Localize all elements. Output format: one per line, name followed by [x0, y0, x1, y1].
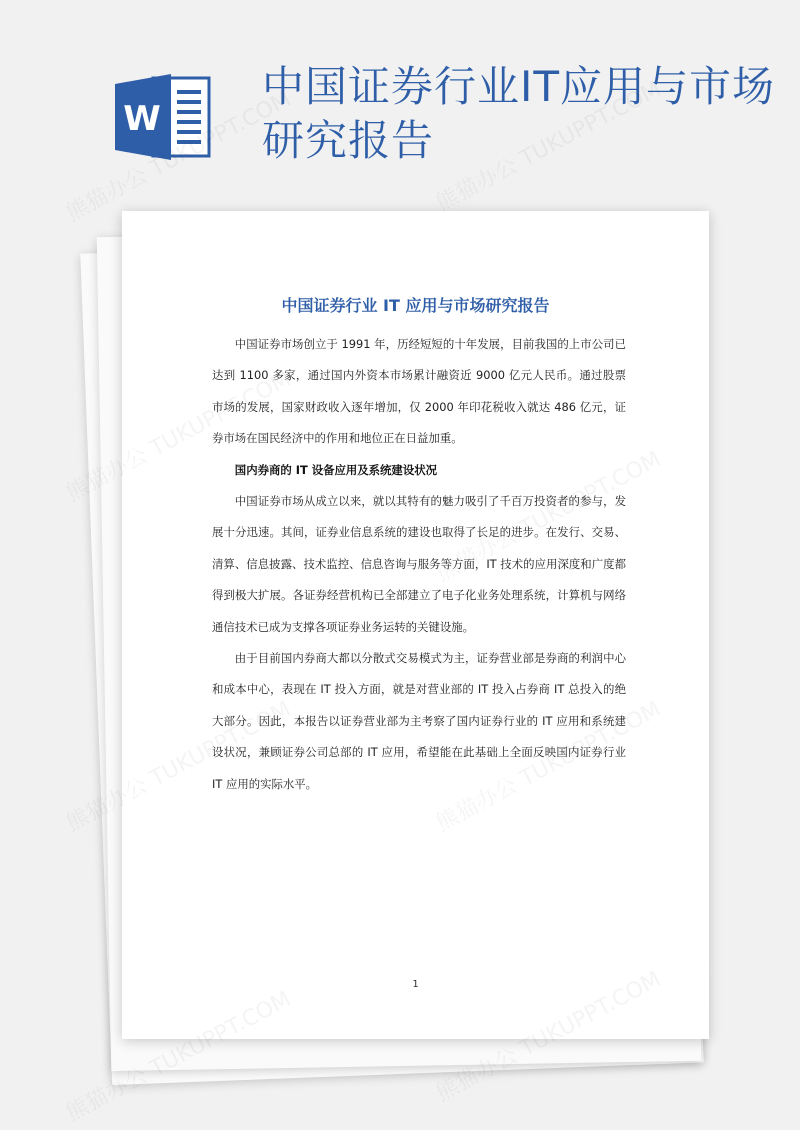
section-heading: 国内券商的 IT 设备应用及系统建设状况: [234, 462, 437, 477]
paragraph-intro: 中国证券市场创立于 1991 年，历经短短的十年发展，目前我国的上市公司已达到 1100 多家，通过国内外资本市场累计融资近 9000 亿元人民币。通过股票市场的发展，国家财政收入逐年增加，仅 2000 年印花税收入就达 486 亿元，证券市场在国民经济中的作用和地位正在日益加重。: [212, 337, 626, 446]
paragraph-scope: 由于目前国内券商大都以分散式交易模式为主，证券营业部是券商的利润中心和成本中心，表现在 IT 投入方面，就是对营业部的 IT 投入占券商 IT 总投入的绝大部分。因此，本报告以证券营业部为主考察了国内证券行业的 IT 应用和系统建设状况，兼顾证券公司总部的 IT 应用，希望能在此基础上全面反映国内证券行业 IT 应用的实际水平。: [212, 651, 626, 791]
word-icon: [115, 72, 215, 162]
word-logo-letter: W: [123, 99, 161, 139]
document-page: [122, 211, 709, 1039]
document-title: 中国证券行业 IT 应用与市场研究报告: [281, 296, 550, 315]
document-body: [212, 329, 626, 800]
hero-title: 中国证券行业IT应用与市场研究报告: [262, 62, 776, 165]
paragraph-development: 中国证券市场从成立以来，就以其特有的魅力吸引了千百万投资者的参与，发展十分迅速。其间，证券业信息系统的建设也取得了长足的进步。在发行、交易、清算、信息披露、技术监控、信息咨询与服务等方面，IT 技术的应用深度和广度都得到极大扩展。各证券经营机构已全部建立了电子化业务处理系统，计算机与网络通信技术已成为支撑各项证券业务运转的关键设施。: [212, 494, 626, 634]
page-number: 1: [412, 979, 419, 990]
